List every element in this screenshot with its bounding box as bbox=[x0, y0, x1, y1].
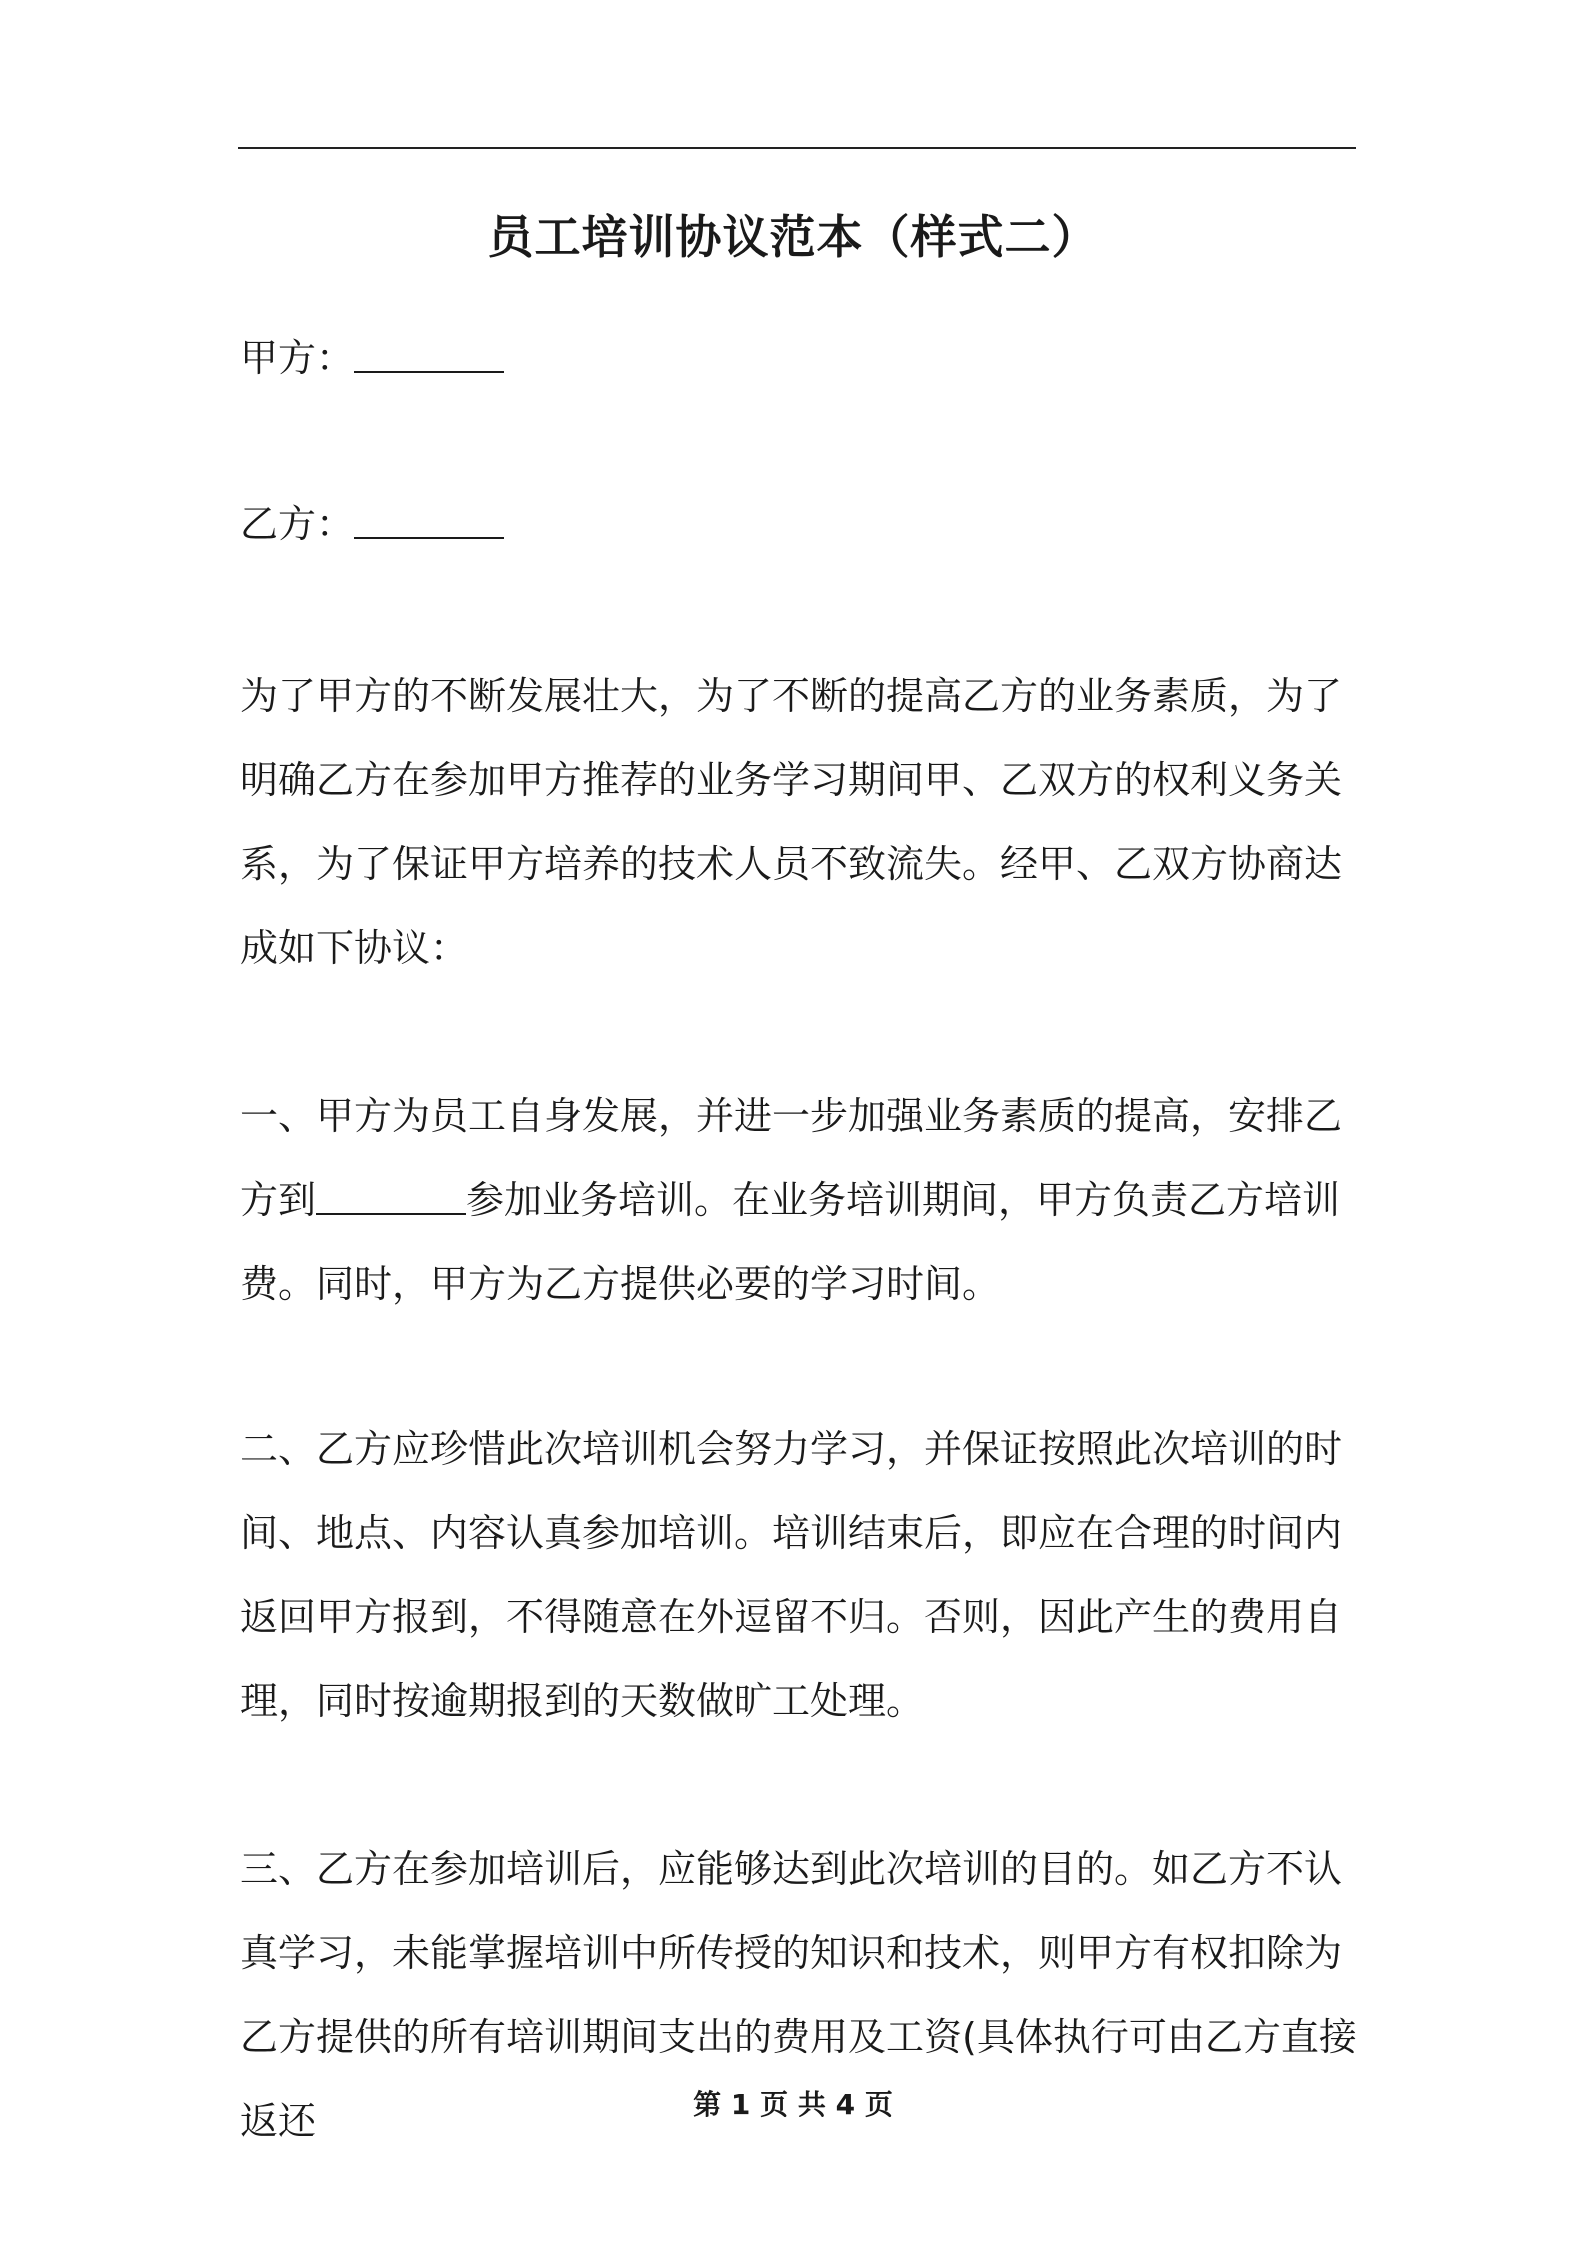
party-a-blank bbox=[354, 331, 504, 373]
party-b-label: 乙方： bbox=[240, 502, 355, 546]
clause-1-text-start: 一、甲方为员工自身发展，并进一步加强业务素质的提高，安排乙方到 bbox=[240, 1094, 1343, 1222]
party-a-label: 甲方： bbox=[240, 336, 355, 380]
document-title: 员工培训协议范本（样式二） bbox=[487, 210, 1099, 264]
clause-1-text-end: 参加业务培训。在业务培训期间，甲方负责乙方培训费。同时，甲方为乙方提供必要的学习时间。 bbox=[240, 1178, 1341, 1306]
clause-3-paragraph: 三、乙方在参加培训后，应能够达到此次培训的目的。如乙方不认真学习，未能掌握培训中所传授的知识和技术，则甲方有权扣除为乙方提供的所有培训期间支出的费用及工资(具体执行可由乙方直接返还 bbox=[240, 1847, 1357, 2143]
intro-paragraph: 为了甲方的不断发展壮大，为了不断的提高乙方的业务素质，为了明确乙方在参加甲方推荐的业务学习期间甲、乙双方的权利义务关系，为了保证甲方培养的技术人员不致流失。经甲、乙双方协商达成如下协议： bbox=[240, 674, 1343, 970]
clause-2-paragraph: 二、乙方应珍惜此次培训机会努力学习，并保证按照此次培训的时间、地点、内容认真参加培训。培训结束后，即应在合理的时间内返回甲方报到，不得随意在外逗留不归。否则，因此产生的费用自理，同时按逾期报到的天数做旷工处理。 bbox=[240, 1427, 1343, 1723]
clause-1-paragraph bbox=[240, 1074, 1360, 1326]
page-footer: 第 1 页 共 4 页 bbox=[693, 2088, 893, 2121]
party-b-blank bbox=[354, 497, 504, 539]
header-rule bbox=[238, 147, 1356, 149]
party-a-line bbox=[240, 328, 504, 388]
party-b-line bbox=[240, 494, 504, 554]
training-location-blank bbox=[316, 1173, 466, 1215]
